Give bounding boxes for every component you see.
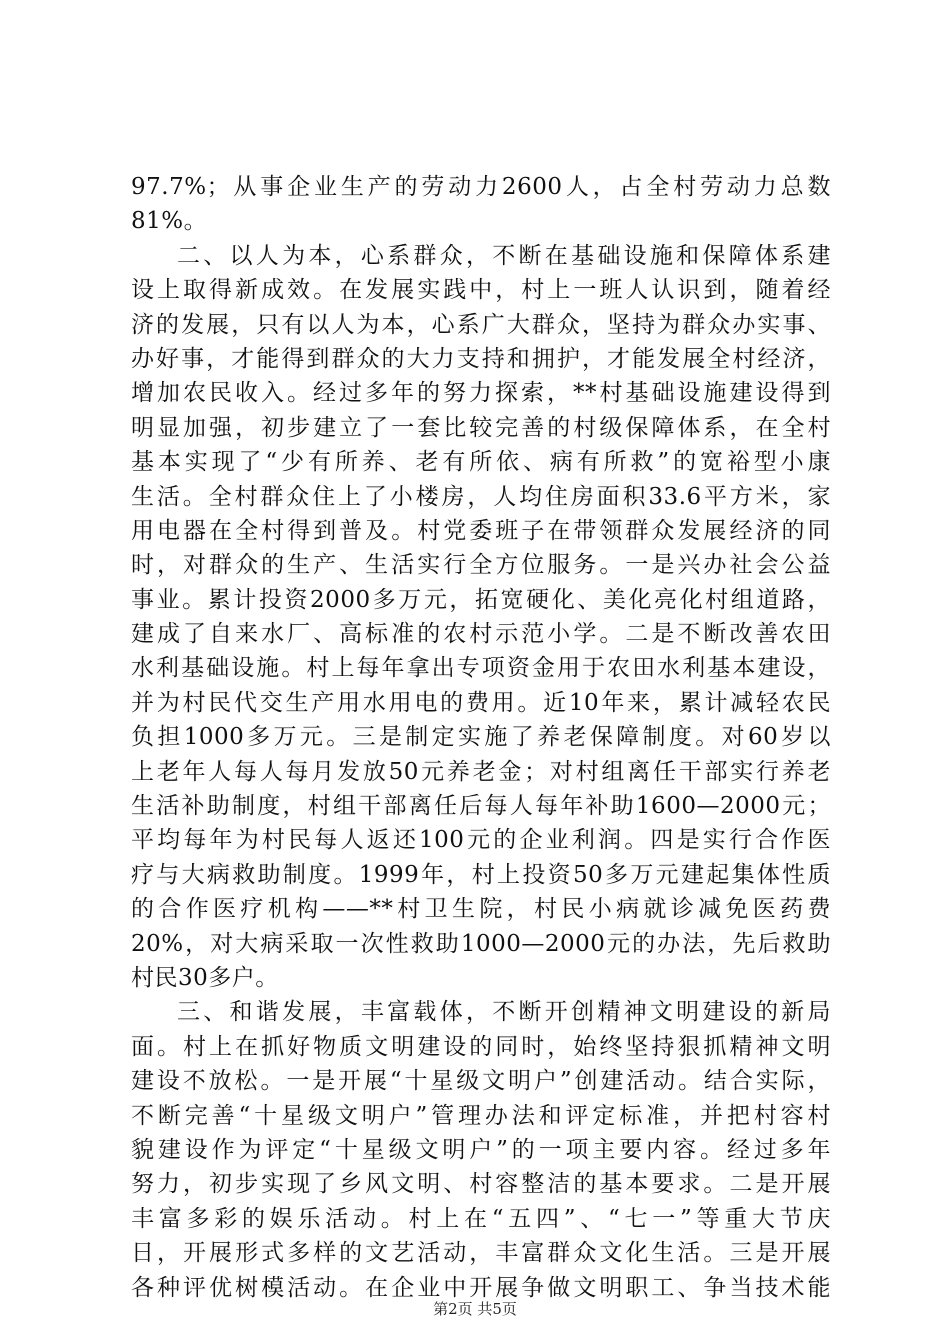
text-line: 用电器在全村得到普及。村党委班子在带领群众发展经济的同 bbox=[131, 517, 831, 544]
document-body bbox=[131, 170, 831, 1305]
text-line: 负担1000多万元。三是制定实施了养老保障制度。对60岁以 bbox=[131, 724, 831, 751]
text-line: 平均每年为村民每人返还100元的企业利润。四是实行合作医 bbox=[131, 827, 831, 854]
text-line: 水利基础设施。村上每年拿出专项资金用于农田水利基本建设， bbox=[131, 655, 831, 682]
text-line: 时，对群众的生产、生活实行全方位服务。一是兴办社会公益 bbox=[131, 552, 831, 579]
text-line: 村民30多户。 bbox=[131, 964, 279, 991]
text-line: 上老年人每人每月发放50元养老金；对村组离任干部实行养老 bbox=[131, 758, 831, 785]
text-line: 二、以人为本，心系群众，不断在基础设施和保障体系建 bbox=[177, 242, 831, 269]
text-line: 并为村民代交生产用水用电的费用。近10年来，累计减轻农民 bbox=[131, 689, 831, 716]
text-line: 97.7%；从事企业生产的劳动力2600人，占全村劳动力总数 bbox=[131, 174, 831, 200]
text-line: 事业。累计投资2000多万元，拓宽硬化、美化亮化村组道路， bbox=[131, 586, 831, 613]
text-line: 20%，对大病采取一次性救助1000—2000元的办法，先后救助 bbox=[131, 930, 831, 957]
text-line: 丰富多彩的娱乐活动。村上在“五四”、“七一”等重大节庆 bbox=[131, 1205, 831, 1232]
text-line: 济的发展，只有以人为本，心系广大群众，坚持为群众办实事、 bbox=[131, 311, 831, 338]
text-line: 不断完善“十星级文明户”管理办法和评定标准，并把村容村 bbox=[131, 1102, 831, 1129]
text-line: 生活补助制度，村组干部离任后每人每年补助1600—2000元； bbox=[131, 793, 831, 820]
page-footer: 第2页 共5页 bbox=[433, 1300, 517, 1318]
text-line: 增加农民收入。经过多年的努力探索，**村基础设施建设得到 bbox=[131, 380, 831, 407]
text-line: 生活。全村群众住上了小楼房，人均住房面积33.6平方米，家 bbox=[131, 483, 831, 510]
text-line: 三、和谐发展，丰富载体，不断开创精神文明建设的新局 bbox=[177, 999, 831, 1026]
text-line: 建成了自来水厂、高标准的农村示范小学。二是不断改善农田 bbox=[131, 621, 831, 648]
text-line: 的合作医疗机构——**村卫生院，村民小病就诊减免医药费 bbox=[131, 896, 831, 923]
text-line: 疗与大病救助制度。1999年，村上投资50多万元建起集体性质 bbox=[131, 861, 831, 888]
text-line: 办好事，才能得到群众的大力支持和拥护，才能发展全村经济， bbox=[131, 345, 831, 372]
text-line: 基本实现了“少有所养、老有所依、病有所救”的宽裕型小康 bbox=[131, 449, 831, 476]
text-line: 貌建设作为评定“十星级文明户”的一项主要内容。经过多年 bbox=[131, 1136, 831, 1163]
text-line: 面。村上在抓好物质文明建设的同时，始终坚持狠抓精神文明 bbox=[131, 1033, 831, 1060]
text-line: 日，开展形式多样的文艺活动，丰富群众文化生活。三是开展 bbox=[131, 1240, 831, 1267]
text-line: 努力，初步实现了乡风文明、村容整洁的基本要求。二是开展 bbox=[131, 1171, 831, 1198]
text-line: 各种评优树模活动。在企业中开展争做文明职工、争当技术能 bbox=[131, 1274, 831, 1301]
text-line: 明显加强，初步建立了一套比较完善的村级保障体系，在全村 bbox=[131, 414, 831, 441]
text-line: 建设不放松。一是开展“十星级文明户”创建活动。结合实际， bbox=[131, 1068, 831, 1095]
text-line: 81%。 bbox=[131, 208, 208, 235]
text-line: 设上取得新成效。在发展实践中，村上一班人认识到，随着经 bbox=[131, 277, 831, 304]
